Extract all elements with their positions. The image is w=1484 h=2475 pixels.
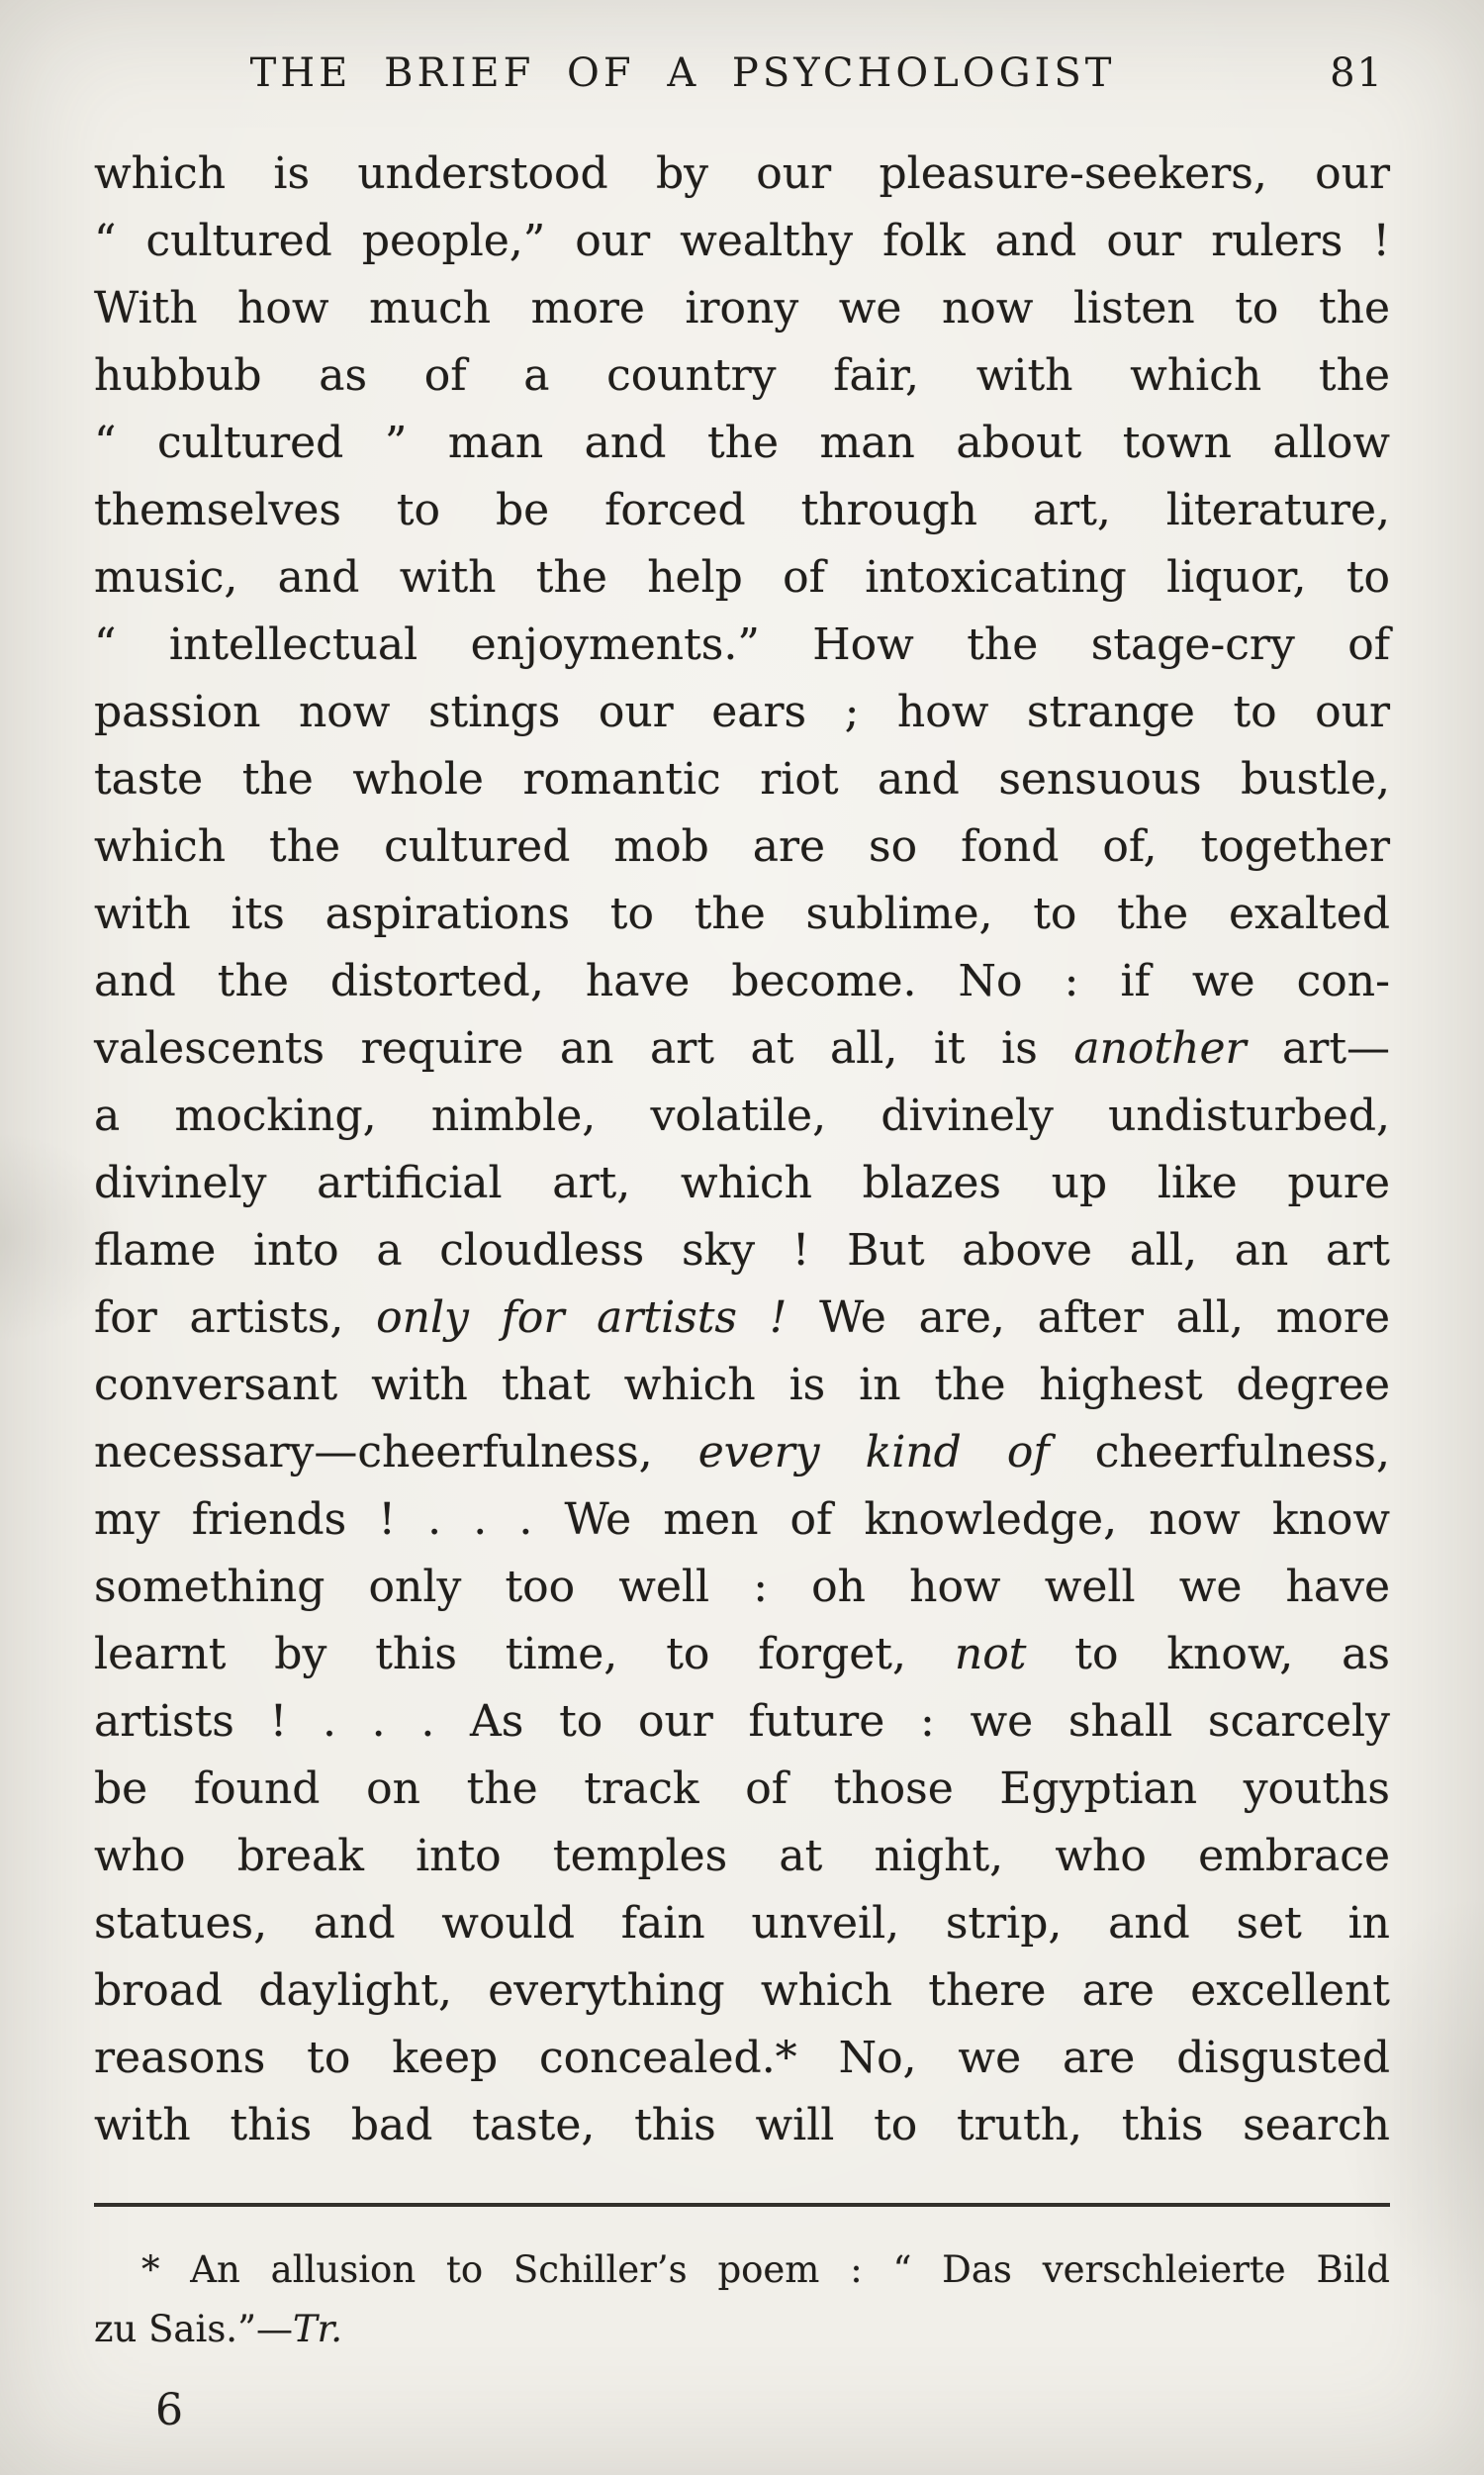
text-line: passion now stings our ears ; how strange to our — [94, 687, 1390, 737]
text-line: “ cultured people,” our wealthy folk and our rulers ! — [94, 216, 1390, 266]
body-text — [94, 141, 1390, 2159]
text-line: reasons to keep concealed.* No, we are disgusted — [94, 2033, 1390, 2083]
text-line: and the distorted, have become. No : if we con- — [94, 956, 1390, 1006]
text-line: * An allusion to Schiller’s poem : “ Das verschleierte Bild — [141, 2248, 1390, 2291]
text-line: statues, and would fain unveil, strip, and set in — [94, 1898, 1390, 1949]
text-line: be found on the track of those Egyptian youths — [94, 1763, 1390, 1814]
text-line: valescents require an art at all, it is another art— — [94, 1023, 1391, 1074]
page-number: 81 — [1330, 50, 1384, 96]
text-line: “ intellectual enjoyments.” How the stage-cry of — [94, 619, 1390, 670]
text-line: who break into temples at night, who embrace — [94, 1831, 1390, 1881]
text-line: With how much more irony we now listen to the — [94, 283, 1390, 333]
text-line: flame into a cloudless sky ! But above all, an art — [94, 1225, 1390, 1276]
text-line: which the cultured mob are so fond of, together — [94, 821, 1390, 872]
running-header — [94, 48, 1390, 103]
text-line: for artists, only for artists ! We are, after all, more — [94, 1292, 1390, 1343]
footnote-divider — [94, 2203, 1390, 2207]
text-line: broad daylight, everything which there are excellent — [94, 1965, 1390, 2016]
text-line: learnt by this time, to forget, not to know, as — [94, 1629, 1390, 1679]
text-line: with its aspirations to the sublime, to the exalted — [94, 889, 1390, 939]
signature-mark: 6 — [155, 2385, 183, 2435]
running-header-title: THE BRIEF OF A PSYCHOLOGIST — [249, 50, 1116, 96]
text-line: necessary—cheerfulness, every kind of cheerfulness, — [94, 1427, 1390, 1477]
text-line: artists ! . . . As to our future : we shall scarcely — [94, 1696, 1390, 1747]
text-line: which is understood by our pleasure-seekers, our — [94, 148, 1390, 199]
footnote — [94, 2240, 1390, 2359]
text-line: a mocking, nimble, volatile, divinely undisturbed, — [94, 1091, 1390, 1141]
text-line: hubbub as of a country fair, with which the — [94, 350, 1390, 401]
text-line: taste the whole romantic riot and sensuous bustle, — [94, 754, 1390, 805]
text-line: “ cultured ” man and the man about town allow — [94, 418, 1390, 468]
text-line: conversant with that which is in the highest degree — [94, 1360, 1390, 1410]
text-line: something only too well : oh how well we have — [94, 1562, 1390, 1612]
text-line: divinely artificial art, which blazes up like pure — [94, 1158, 1390, 1208]
text-line: zu Sais.”—Tr. — [94, 2308, 343, 2350]
text-line: themselves to be forced through art, literature, — [94, 485, 1390, 535]
text-line: with this bad taste, this will to truth, this search — [94, 2100, 1390, 2150]
text-column — [94, 0, 1390, 2435]
text-line: my friends ! . . . We men of knowledge, now know — [94, 1494, 1390, 1545]
text-line: music, and with the help of intoxicating liquor, to — [94, 552, 1390, 603]
